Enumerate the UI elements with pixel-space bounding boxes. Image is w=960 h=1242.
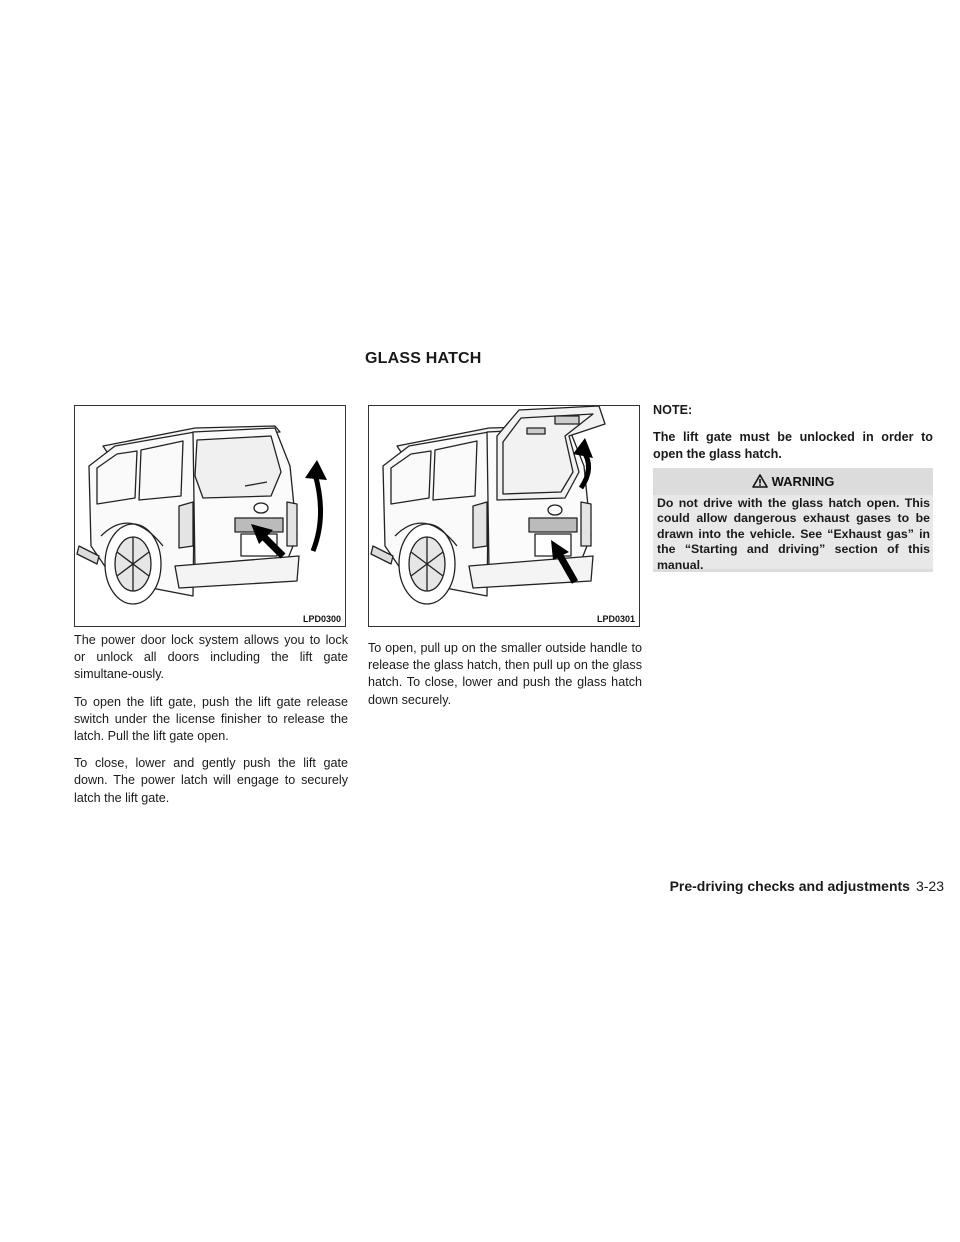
page-footer [670, 878, 944, 894]
note-body: The lift gate must be unlocked in order to open the glass hatch. [653, 430, 933, 462]
warning-triangle-icon [752, 474, 768, 488]
figure-id: LPD0301 [596, 614, 635, 624]
figure-lift-gate [74, 405, 346, 627]
left-column-text [74, 632, 348, 817]
note [653, 402, 933, 464]
suv-rear-open-hatch-illustration [369, 406, 640, 627]
paragraph: To open, pull up on the smaller outside handle to release the glass hatch, then pull up on the glass hatch. To close, lower and push the glass hatch down securely. [368, 641, 642, 707]
note-heading: NOTE: [653, 403, 693, 417]
section-title: GLASS HATCH [365, 350, 482, 367]
warning-body: Do not drive with the glass hatch open. This could allow dangerous exhaust gases to be drawn into the vehicle. See “Exhaust gas” in the “Starting and driving” section of this manual. [653, 495, 933, 569]
paragraph: To open the lift gate, push the lift gate release switch under the license finisher to release the latch. Pull the lift gate open. [74, 694, 348, 744]
page-number: 3-23 [915, 878, 944, 894]
figure-glass-hatch [368, 405, 640, 627]
paragraph: To close, lower and gently push the lift gate down. The power latch will engage to securely latch the lift gate. [74, 756, 348, 805]
warning-box [653, 468, 933, 572]
paragraph: The power door lock system allows you to lock or unlock all doors including the lift gate simultane-ously. [74, 633, 348, 682]
open-arrow-icon [305, 460, 327, 551]
figure-id: LPD0300 [302, 614, 341, 624]
footer-section: Pre-driving checks and adjustments [669, 878, 910, 894]
middle-column-text [368, 640, 642, 719]
suv-rear-illustration [75, 406, 346, 627]
warning-header [653, 472, 933, 490]
warning-title: WARNING [771, 473, 835, 489]
